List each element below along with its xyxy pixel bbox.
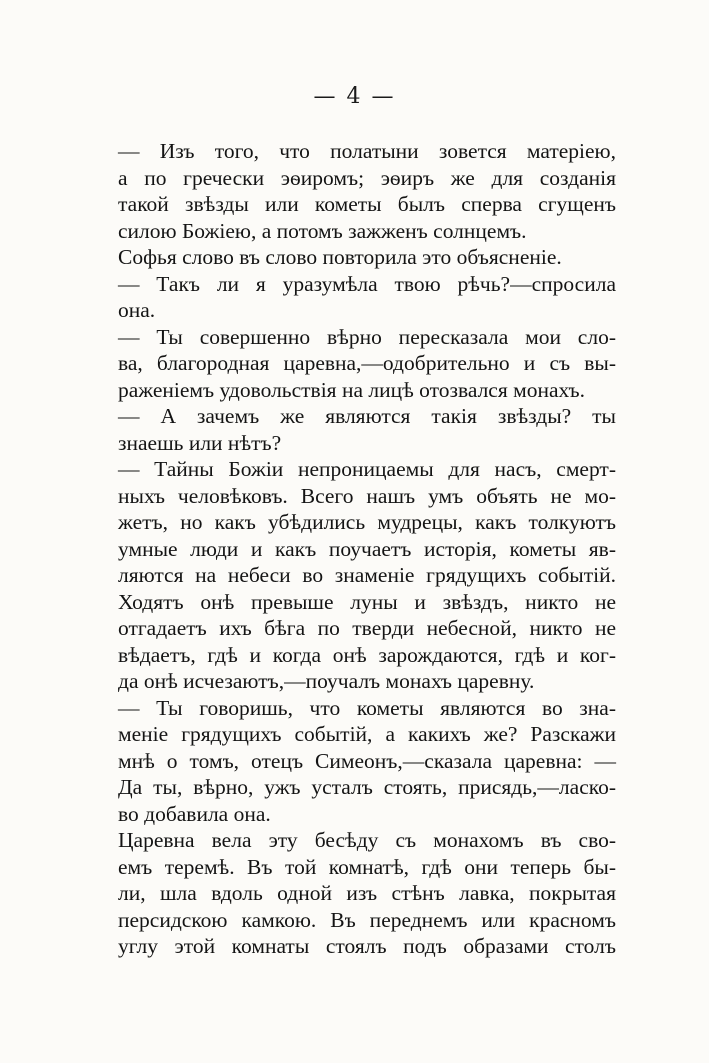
text-line: — Тайны Божіи непроницаемы для насъ, смерт- xyxy=(118,457,616,481)
text-line: Софья слово въ слово повторила это объясненіе. xyxy=(118,245,562,269)
text-line: персидскою камкою. Въ переднемъ или красномъ xyxy=(118,907,616,932)
text-line: силою Божіею, а потомъ зажженъ солнцемъ. xyxy=(118,218,527,243)
text-line: — Такъ ли я уразумѣла твою рѣчь?—спросила xyxy=(118,271,616,296)
text-line: ли, шла вдоль одной изъ стѣнъ лавка, покрытая xyxy=(118,881,616,905)
text-line: меніе грядущихъ событій, а какихъ же? Разскажи xyxy=(118,722,616,746)
text-line: такой звѣзды или кометы былъ сперва сгущенъ xyxy=(118,192,616,216)
text-line: Ходятъ онѣ превыше луны и звѣздъ, никто не xyxy=(118,589,616,614)
text-line: ныхъ человѣковъ. Всего нашъ умъ объять не мо- xyxy=(118,483,616,508)
text-line: ва, благородная царевна,—одобрительно и съ вы- xyxy=(118,351,616,375)
text-line: ляются на небеси во знаменіе грядущихъ событій. xyxy=(118,563,616,587)
text-line: мнѣ о томъ, отецъ Симеонъ,—сказала царевна: — xyxy=(118,748,616,773)
text-line: вѣдаетъ, гдѣ и когда онѣ зарождаются, гдѣ и ког- xyxy=(118,642,616,667)
text-line: — Ты совершенно вѣрно пересказала мои сло- xyxy=(118,324,616,349)
text-line: а по гречески эѳиромъ; эѳиръ же для созданія xyxy=(118,165,616,190)
text-line: раженіемъ удовольствія на лицѣ отозвался монахъ. xyxy=(118,377,585,402)
text-line: Да ты, вѣрно, ужъ усталъ стоять, присядь,—ласко- xyxy=(118,775,616,799)
text-line: знаешь или нѣтъ? xyxy=(118,430,282,455)
text-line: да онѣ исчезаютъ,—поучалъ монахъ царевну. xyxy=(118,669,535,693)
text-line: отгадаетъ ихъ бѣга по тверди небесной, никто не xyxy=(118,616,616,640)
text-line: — Изъ того, что полатыни зовется матеріею, xyxy=(118,139,616,163)
text-line: емъ теремѣ. Въ той комнатѣ, гдѣ они теперь бы- xyxy=(118,854,616,879)
text-line: во добавила она. xyxy=(118,801,271,826)
text-line: — А зачемъ же являются такія звѣзды? ты xyxy=(118,404,616,428)
text-line: умные люди и какъ поучаетъ исторія, кометы яв- xyxy=(118,536,616,561)
text-line: Царевна вела эту бесѣду съ монахомъ въ сво- xyxy=(118,828,616,852)
text-line: жетъ, но какъ убѣдились мудрецы, какъ толкуютъ xyxy=(118,510,616,534)
page-body-text xyxy=(118,138,616,960)
text-line: — Ты говоришь, что кометы являются во зна- xyxy=(118,695,616,720)
text-line: она. xyxy=(118,298,156,322)
text-line: углу этой комнаты стоялъ подъ образами столъ xyxy=(118,934,616,958)
page-number: — 4 — xyxy=(313,84,396,109)
